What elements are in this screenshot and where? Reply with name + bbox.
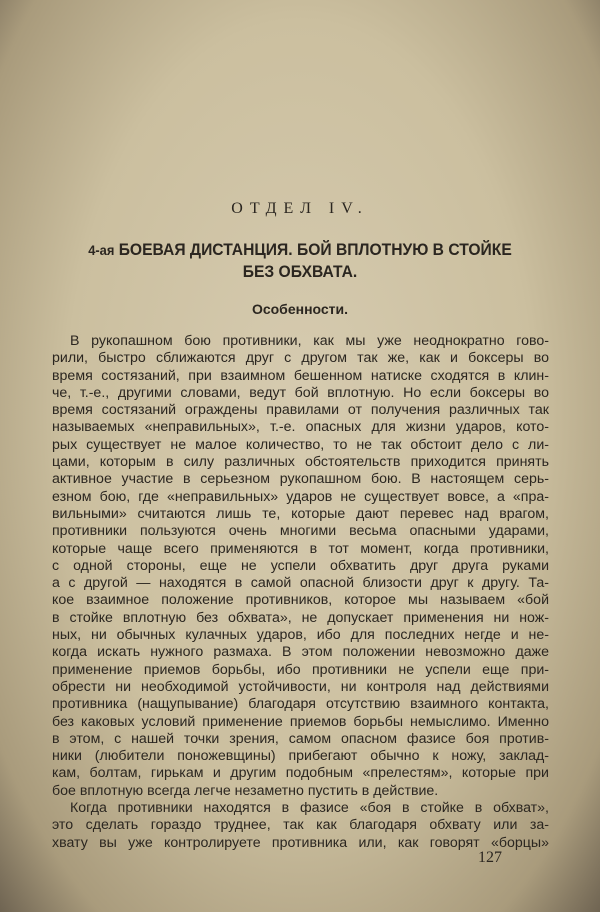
- text-line: время состязаний ограждены правилами от получения различных так: [52, 402, 549, 419]
- text-line: че, т.-е., другими словами, ведут бой вплотную. Но если боксеры во: [52, 384, 549, 401]
- text-line: кам, болтам, гирькам и другим подобным «прелестям», которые при: [52, 765, 549, 782]
- text-line: цами, которым в силу различных обстоятельств приходится принять: [52, 454, 549, 471]
- text-line: время состязаний, при взаимном бешенном натиске сходятся в клин-: [52, 367, 549, 384]
- text-line: в этом, с нашей точки зрения, самом опасном фазисе боя против-: [52, 730, 549, 747]
- heading-line-2: БЕЗ ОБХВАТА.: [242, 262, 358, 281]
- text-line: противники пользуются очень многими весьма опасными ударами,: [52, 523, 549, 540]
- text-line: ники (любители поножевщины) прибегают обычно к ножу, заклад-: [52, 748, 549, 765]
- text-line: применение приемов борьбы, ибо противники не успели еще при-: [52, 661, 549, 678]
- text-line: ных, ни обычных кулачных ударов, ибо для последних негде и не-: [52, 627, 549, 644]
- text-line: вильными» считаются лишь те, которые дают перевес над врагом,: [52, 505, 549, 522]
- text-line: кое взаимное положение противников, которое мы называем «бой: [52, 592, 549, 609]
- body-text: [52, 333, 549, 852]
- page-number: 127: [478, 849, 502, 866]
- text-line: когда искать нужного размаха. В этом положении невозможно даже: [52, 644, 549, 661]
- text-line: езном бою, где «неправильных» ударов не существует вовсе, а «пра-: [52, 488, 549, 505]
- chapter-heading: [61, 239, 539, 283]
- text-line: которые чаще всего применяются в тот момент, когда противники,: [52, 540, 549, 557]
- text-line: в стойке вплотную без обхвата», не допускает применения ни нож-: [52, 609, 549, 626]
- text-line: с одной стороны, еще не успели обхватить друг друга руками: [52, 557, 549, 574]
- section-title: ОТДЕЛ IV.: [231, 200, 369, 217]
- text-line: Когда противники находятся в фазисе «боя в стойке в обхват»,: [70, 800, 549, 817]
- heading-line-1: БОЕВАЯ ДИСТАНЦИЯ. БОЙ ВПЛОТНУЮ В СТОЙКЕ: [118, 240, 512, 259]
- text-line: а с другой — находятся в самой опасной близости друг к другу. Та-: [52, 575, 549, 592]
- text-line: В рукопашном бою противники, как мы уже неоднократно гово-: [70, 333, 549, 349]
- text-line: это сделать гораздо труднее, так как благодаря обхвату или за-: [52, 817, 549, 834]
- text-line: бое вплотную всегда легче незаметно пустить в действие.: [52, 782, 439, 799]
- text-line: противника (нащупывание) благодаря отсутствию взаимного контакта,: [52, 696, 549, 713]
- text-line: обрести ни необходимой устойчивости, ни контроля над действиями: [52, 678, 549, 695]
- text-line: рых существует не малое количество, то не так обстоит дело с ли-: [52, 436, 549, 453]
- heading-prefix: 4-ая: [88, 242, 115, 258]
- text-line: называемых «неправильных», т.-е. опасных для жизни ударов, кото-: [52, 419, 549, 436]
- text-line: рили, быстро сближаются друг с другом так же, как и боксеры во: [52, 350, 549, 367]
- subheading: Особенности.: [251, 301, 349, 317]
- text-line: активное участие в серьезном рукопашном бою. В настоящем серь-: [52, 471, 549, 488]
- text-line: без каковых условий применение приемов борьбы немыслимо. Именно: [52, 713, 549, 730]
- text-line: хвату вы уже контролируете противника или, как говорят «борцы»: [52, 834, 549, 851]
